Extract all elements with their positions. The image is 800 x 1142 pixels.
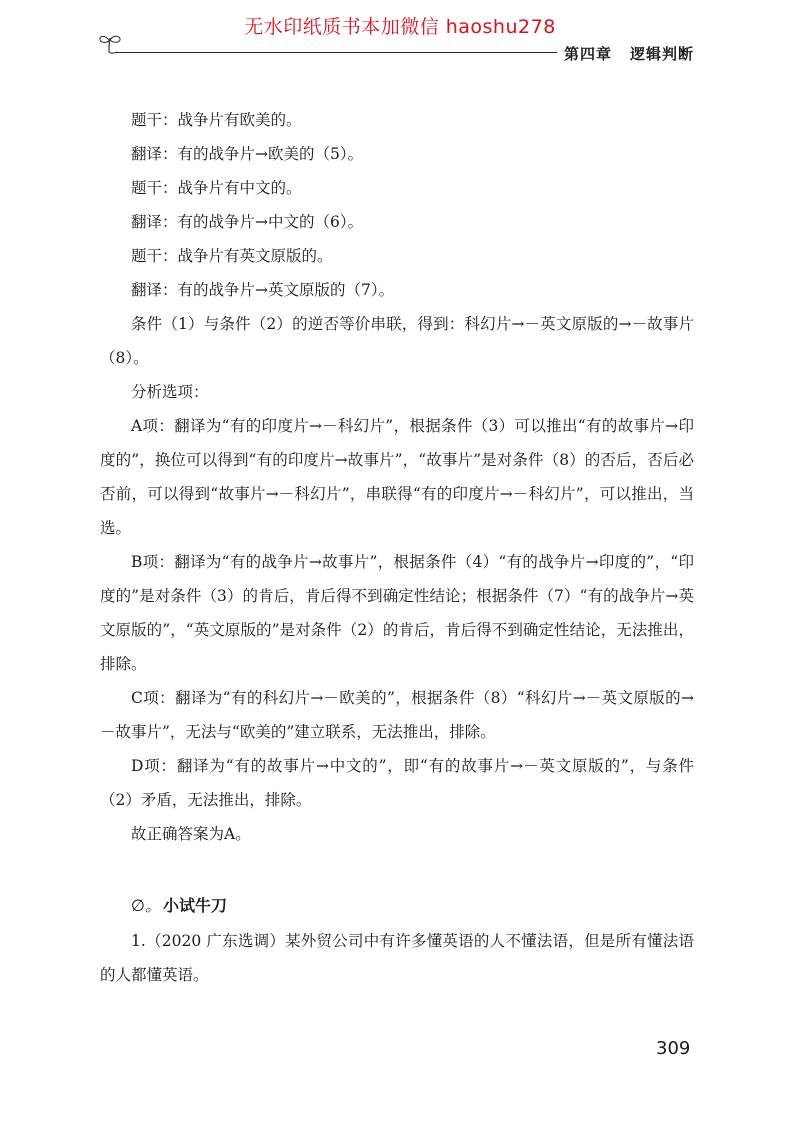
option-a-analysis: A项：翻译为“有的印度片→－科幻片”，根据条件（3）可以推出“有的故事片→印度的”，换位可以得到“有的印度片→故事片”，“故事片”是对条件（8）的否后，否后必否前，可以得到“故事片→－科幻片”，串联得“有的印度片→－科幻片”，可以推出，当选。 [100,417,694,537]
option-b-analysis: B项：翻译为“有的战争片→故事片”，根据条件（4）“有的战争片→印度的”，“印度的”是对条件（3）的肯后，肯后得不到确定性结论；根据条件（7）“有的战争片→英文原版的”，“英文原版的”是对条件（2）的肯后，肯后得不到确定性结论，无法推出，排除。 [100,553,694,673]
paragraph: 条件（1）与条件（2）的逆否等价串联，得到：科幻片→－英文原版的→－故事片（8）。 [100,315,694,367]
paragraph: 题干：战争片有欧美的。 [131,111,302,129]
paragraph: 分析选项： [131,383,209,401]
solution-body [100,103,694,851]
section-heading [131,893,227,916]
paragraph: 翻译：有的战争片→欧美的（5）。 [131,145,364,163]
running-header [564,43,694,64]
page-number: 309 [656,1038,691,1059]
chapter-topic: 逻辑判断 [630,45,695,63]
header-divider [116,52,557,53]
answer-statement: 故正确答案为A。 [131,825,251,843]
paragraph: 翻译：有的战争片→中文的（6）。 [131,213,364,231]
paragraph: 题干：战争片有英文原版的。 [131,247,333,265]
sprout-icon [97,32,123,54]
watermark-text: 无水印纸质书本加微信 haoshu278 [244,16,556,38]
option-d-analysis: D项：翻译为“有的故事片→中文的”，即“有的故事片→－英文原版的”，与条件（2）矛盾，无法推出，排除。 [100,757,694,809]
exercise-text: 1.（2020 广东选调）某外贸公司中有许多懂英语的人不懂法语，但是所有懂法语的人都懂英语。 [100,932,694,984]
option-c-analysis: C项：翻译为“有的科幻片→－欧美的”，根据条件（8）“科幻片→－英文原版的→－故事片”，无法与“欧美的”建立联系，无法推出，排除。 [100,689,694,741]
exercise-question [100,924,694,992]
chapter-label: 第四章 [564,45,613,63]
pencil-icon: ∅。 [131,896,161,915]
section-title: 小试牛刀 [162,896,227,915]
paragraph: 翻译：有的战争片→英文原版的（7）。 [131,281,395,299]
paragraph: 题干：战争片有中文的。 [131,179,302,197]
